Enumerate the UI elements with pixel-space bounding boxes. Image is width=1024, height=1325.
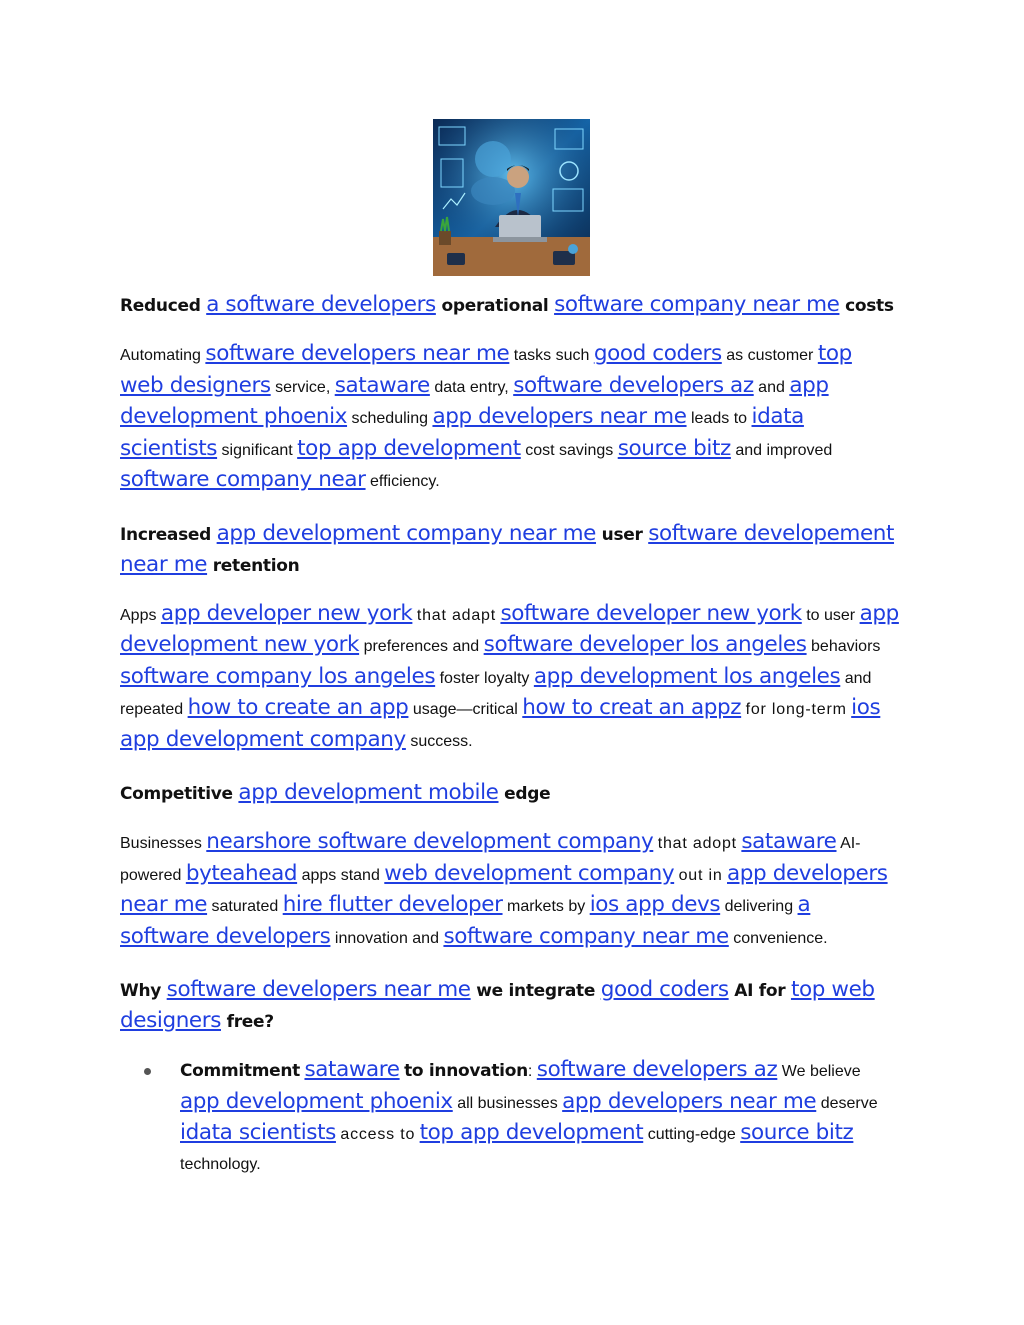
link[interactable]: app development mobile xyxy=(238,780,499,805)
body-text: preferences and xyxy=(363,638,480,655)
paragraph-increased xyxy=(120,599,900,757)
body-text: out in xyxy=(678,866,723,884)
body-text: efficiency. xyxy=(370,473,440,490)
body-text: and improved xyxy=(735,441,833,459)
link[interactable]: software company near me xyxy=(443,923,729,949)
bullet-dot-icon xyxy=(144,1068,151,1075)
heading-text: Increased xyxy=(120,524,212,545)
heading-text: AI for xyxy=(734,981,786,1001)
link[interactable]: software developers az xyxy=(513,372,754,398)
heading-text: Why xyxy=(120,981,162,1001)
link[interactable]: sataware xyxy=(741,829,837,854)
link[interactable]: top app development xyxy=(297,435,521,461)
body-text: leads to xyxy=(691,410,748,427)
link[interactable]: ios app development company xyxy=(120,695,881,752)
link[interactable]: software developers near me xyxy=(166,977,471,1002)
heading-text: Competitive xyxy=(120,784,233,804)
link[interactable]: app developer new york xyxy=(160,600,413,626)
link[interactable]: hire flutter developer xyxy=(282,892,503,917)
link[interactable]: how to create an app xyxy=(187,695,409,720)
body-text: delivering xyxy=(724,898,794,915)
link[interactable]: app developers near me xyxy=(432,404,687,429)
body-text: Businesses xyxy=(120,835,202,852)
link[interactable]: web development company xyxy=(384,860,675,886)
link[interactable]: software developer new york xyxy=(500,600,802,626)
body-text: and xyxy=(758,378,785,396)
link[interactable]: top web designers xyxy=(120,341,852,398)
section-heading-competitive xyxy=(120,778,900,809)
link[interactable]: software company near xyxy=(120,467,366,492)
article-body xyxy=(120,290,900,1179)
body-text: and repeated xyxy=(120,669,872,718)
link[interactable]: how to creat an appz xyxy=(522,695,742,720)
body-text: Automating xyxy=(120,347,201,364)
section-heading-why xyxy=(120,975,900,1037)
link[interactable]: app developers near me xyxy=(562,1088,817,1114)
body-text: to user xyxy=(806,606,856,624)
heading-text: retention xyxy=(212,555,300,576)
link[interactable]: app development phoenix xyxy=(120,372,829,429)
body-text: as customer xyxy=(726,347,814,364)
paragraph-competitive xyxy=(120,827,900,953)
link[interactable]: idata scientists xyxy=(180,1120,336,1145)
link[interactable]: source bitz xyxy=(740,1120,854,1145)
link[interactable]: app development los angeles xyxy=(533,663,841,689)
body-text: usage—critical xyxy=(412,701,518,718)
body-text: cost savings xyxy=(525,441,614,459)
link[interactable]: app development new york xyxy=(120,600,899,657)
heading-text: we integrate xyxy=(476,981,596,1001)
paragraph-reduced xyxy=(120,339,900,497)
link[interactable]: a software developers xyxy=(206,292,436,317)
link[interactable]: app development company near me xyxy=(216,520,597,546)
hero-image xyxy=(433,119,590,276)
body-text: innovation and xyxy=(334,929,439,947)
body-text: AI-powered xyxy=(120,835,861,884)
bold-text: to innovation xyxy=(404,1061,528,1081)
heading-text: user xyxy=(601,524,643,545)
heading-text: operational xyxy=(441,296,549,316)
body-text: scheduling xyxy=(351,410,428,427)
body-text: significant xyxy=(221,441,293,459)
body-text: data entry, xyxy=(434,378,509,396)
body-text: all businesses xyxy=(457,1094,558,1112)
heading-text: costs xyxy=(845,296,894,316)
body-text: tasks such xyxy=(513,347,590,364)
link[interactable]: sataware xyxy=(334,372,430,398)
link[interactable]: app development phoenix xyxy=(180,1088,453,1114)
link[interactable]: sataware xyxy=(304,1057,400,1082)
link[interactable]: software developer los angeles xyxy=(483,632,807,657)
link[interactable]: source bitz xyxy=(617,435,731,461)
body-text: for long-term xyxy=(745,701,847,718)
body-text: markets by xyxy=(506,898,586,915)
section-heading-increased xyxy=(120,519,900,581)
heading-text: free? xyxy=(226,1012,274,1032)
body-text: that adapt xyxy=(416,606,496,624)
link[interactable]: good coders xyxy=(600,977,729,1002)
bullet-list xyxy=(120,1055,900,1179)
link[interactable]: software developers az xyxy=(536,1057,778,1082)
link[interactable]: software developers near me xyxy=(205,341,510,366)
link[interactable]: app developers near me xyxy=(120,860,888,917)
body-text: behaviors xyxy=(811,638,881,655)
section-heading-reduced xyxy=(120,290,900,321)
link[interactable]: software company los angeles xyxy=(120,663,436,689)
heading-text: Reduced xyxy=(120,296,201,316)
body-text: that adopt xyxy=(657,835,737,852)
link[interactable]: software company near me xyxy=(554,292,840,317)
body-text: apps stand xyxy=(301,866,380,884)
heading-text: edge xyxy=(504,784,551,804)
link[interactable]: a software developers xyxy=(120,892,811,949)
body-text: deserve xyxy=(820,1094,878,1112)
link[interactable]: top app development xyxy=(419,1120,644,1145)
body-text: success. xyxy=(410,732,473,750)
link[interactable]: nearshore software development company xyxy=(206,829,654,854)
body-text: cutting-edge xyxy=(647,1126,736,1143)
link[interactable]: top web designers xyxy=(120,977,875,1033)
body-text: saturated xyxy=(211,898,279,915)
bold-text: Commitment xyxy=(180,1061,301,1081)
link[interactable]: idata scientists xyxy=(120,404,804,461)
link[interactable]: ios app devs xyxy=(589,892,721,917)
body-text: service, xyxy=(275,378,331,396)
link[interactable]: byteahead xyxy=(185,860,298,886)
list-item xyxy=(120,1055,900,1179)
body-text: access to xyxy=(340,1126,416,1143)
body-text: We believe xyxy=(781,1063,861,1080)
link[interactable]: good coders xyxy=(593,341,722,366)
body-text: foster loyalty xyxy=(439,669,530,687)
body-text: : xyxy=(527,1063,533,1080)
body-text: Apps xyxy=(120,606,157,624)
body-text: technology. xyxy=(180,1155,261,1173)
body-text: convenience. xyxy=(733,929,828,947)
link[interactable]: software developement near me xyxy=(120,520,895,577)
